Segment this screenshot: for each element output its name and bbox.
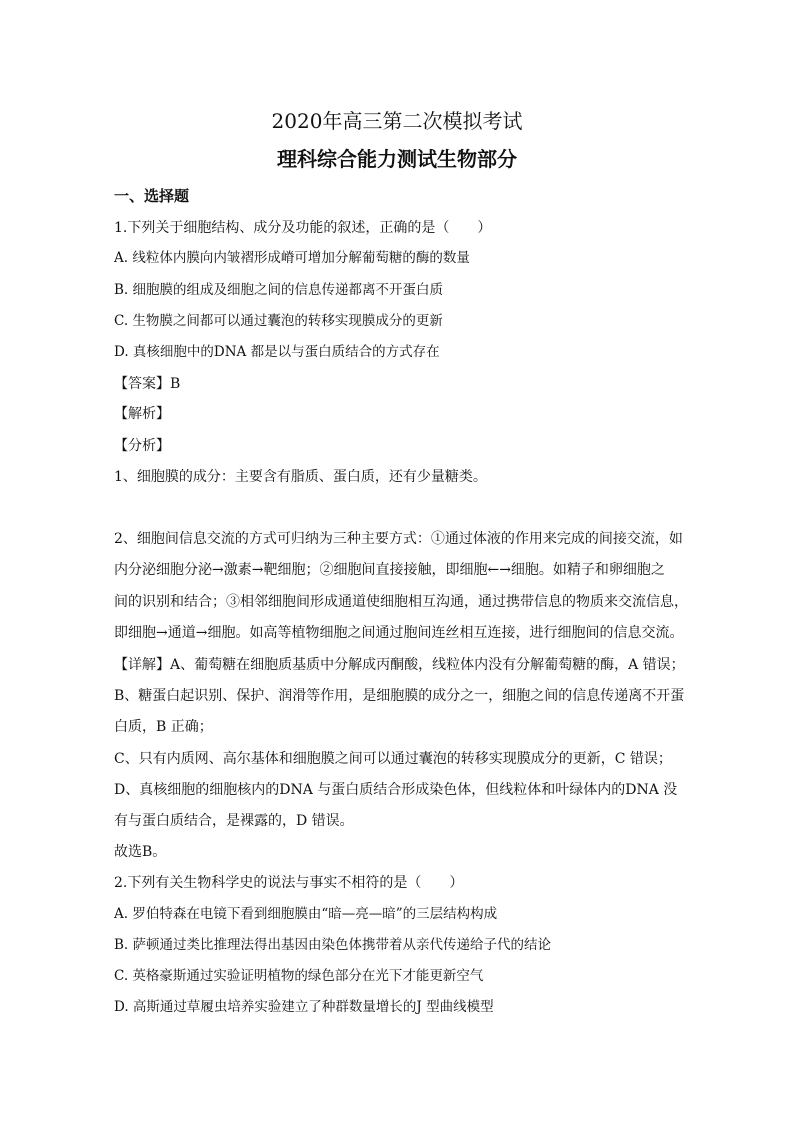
answer-line: 【答案】B (114, 376, 181, 392)
detail-line-5: D、真核细胞的细胞核内的DNA 与蛋白质结合形成染色体，但线粒体和叶绿体内的DNA 没 (114, 782, 678, 798)
question-2-option-a: A. 罗伯特森在电镜下看到细胞膜由“暗—亮—暗”的三层结构构成 (114, 906, 498, 922)
explanation-tag: 【解析】 (114, 406, 170, 422)
question-1-stem: 1.下列关于细胞结构、成分及功能的叙述，正确的是（ ） (114, 220, 492, 236)
exam-title: 2020年高三第二次模拟考试 (271, 109, 523, 133)
conclusion-line: 故选B。 (114, 844, 167, 860)
analysis-point-2-line-3: 间的识别和结合；③相邻细胞间形成通道使细胞相互沟通，通过携带信息的物质来交流信息， (114, 594, 688, 610)
question-1-option-a: A. 线粒体内膜向内皱褶形成嵴可增加分解葡萄糖的酶的数量 (114, 250, 470, 266)
question-2-option-c: C. 英格豪斯通过实验证明植物的绿色部分在光下才能更新空气 (114, 968, 484, 984)
question-2-option-d: D. 高斯通过草履虫培养实验建立了种群数量增长的J 型曲线模型 (114, 999, 494, 1015)
question-2-stem: 2.下列有关生物科学史的说法与事实不相符的是（ ） (114, 875, 464, 891)
detail-line-3: 白质，B 正确； (114, 719, 213, 735)
analysis-point-1: 1、细胞膜的成分：主要含有脂质、蛋白质，还有少量糖类。 (114, 469, 487, 485)
question-1-option-d: D. 真核细胞中的DNA 都是以与蛋白质结合的方式存在 (114, 344, 440, 360)
analysis-point-2-line-4: 即细胞→通道→细胞。如高等植物细胞之间通过胞间连丝相互连接，进行细胞间的信息交流。 (114, 625, 684, 641)
detail-line-1: 【详解】A、葡萄糖在细胞质基质中分解成丙酮酸，线粒体内没有分解葡萄糖的酶，A 错误； (114, 657, 685, 673)
detail-line-4: C、只有内质网、高尔基体和细胞膜之间可以通过囊泡的转移实现膜成分的更新，C 错误； (114, 751, 672, 767)
question-1-option-c: C. 生物膜之间都可以通过囊泡的转移实现膜成分的更新 (114, 313, 443, 329)
detail-line-2: B、糖蛋白起识别、保护、润滑等作用，是细胞膜的成分之一，细胞之间的信息传递离不开蛋 (114, 688, 685, 704)
analysis-point-2-line-1: 2、细胞间信息交流的方式可归纳为三种主要方式：①通过体液的作用来完成的间接交流，如 (114, 531, 683, 547)
exam-subtitle: 理科综合能力测试生物部分 (277, 147, 517, 171)
question-1-option-b: B. 细胞膜的组成及细胞之间的信息传递都离不开蛋白质 (114, 282, 444, 298)
detail-line-6: 有与蛋白质结合，是裸露的，D 错误。 (114, 813, 354, 829)
question-2-option-b: B. 萨顿通过类比推理法得出基因由染色体携带着从亲代传递给子代的结论 (114, 937, 552, 953)
analysis-tag: 【分析】 (114, 438, 170, 454)
analysis-point-2-line-2: 内分泌细胞分泌→激素→靶细胞；②细胞间直接接触，即细胞←→细胞。如精子和卵细胞之 (114, 562, 665, 578)
section-heading: 一、选择题 (114, 187, 190, 205)
